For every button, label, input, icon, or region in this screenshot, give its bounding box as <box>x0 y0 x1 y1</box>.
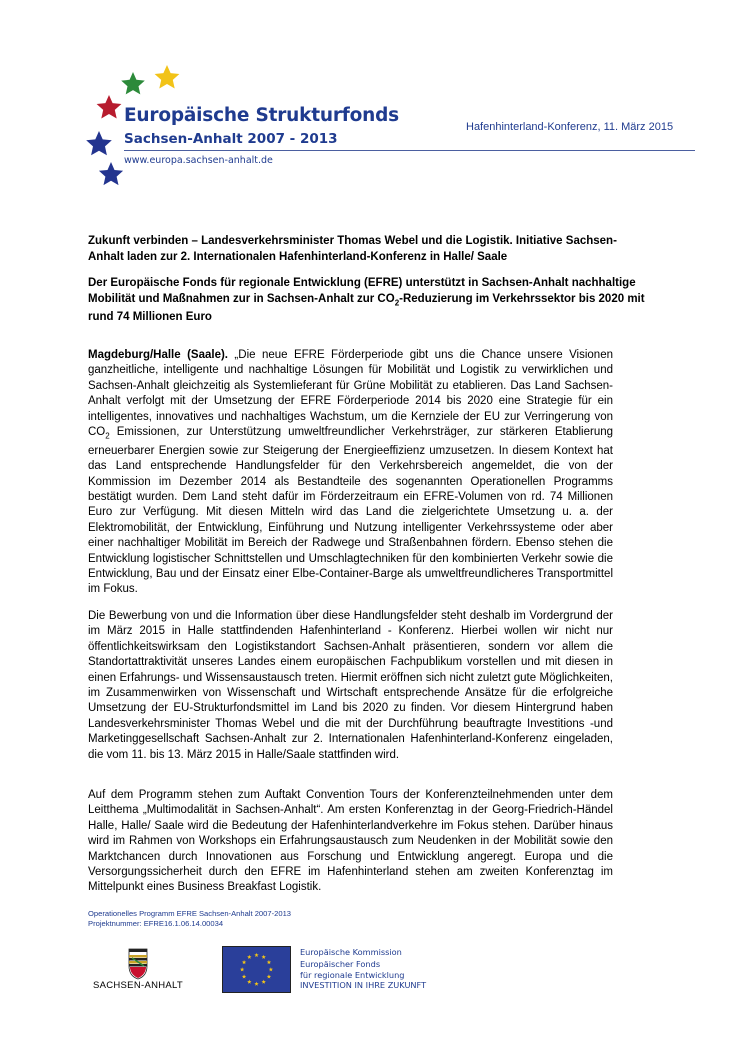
logo-url: www.europa.sachsen-anhalt.de <box>124 155 273 166</box>
body-paragraph-2: Die Bewerbung von und die Information über diese Handlungsfelder steht deshalb im Vordergrund der im März 2015 in Halle stattfindenden Hafenhinterland - Konferenz. Hierbei wollen wir nicht nur öffentlichkeitswirksam den Logistikstandort Sachsen-Anhalt präsentieren, sondern vor allem die Standortattraktivität unseres Landes einem europäischen Fachpublikum vorstellen und mit diesen in einen Erfahrungs- und Wissensaustausch treten. Hiermit eröffnen sich nicht zuletzt gute Möglichkeiten, im Zusammenwirken von Wissenschaft und Wirtschaft entsprechende Ansätze für die erfolgreiche Umsetzung der EU-Strukturfondsmittel im Land bis 2020 zu finden. Vor diesem Hintergrund haben Landesverkehrsminister Thomas Webel und die mit der Durchführung beauftragte Investitions -und Marketinggesellschaft Sachsen-Anhalt zur 2. Internationalen Hafenhinterland-Konferenz eingeladen, die vom 11. bis 13. März 2015 in Halle/Saale stattfinden wird. <box>88 610 613 761</box>
eu-slogan: INVESTITION IN IHRE ZUKUNFT <box>300 980 427 991</box>
logo-subtitle: Sachsen-Anhalt 2007 - 2013 <box>124 131 338 147</box>
star-red-icon <box>97 95 122 119</box>
body-paragraph-3: Auf dem Programm stehen zum Auftakt Convention Tours der Konferenzteilnehmenden unter dem Leitthema „Multimodalität in Sachsen-Anhalt“. Am ersten Konferenztag in der Georg-Friedrich-Händel Halle, Halle/ Saale wird die Bedeutung der Hafenhinterlandverkehre im Fokus stehen. Darüber hinaus wird im Rahmen von Workshops ein Erfahrungsaustausch zum Neudenken in der Mobilität sowie den Marktchancen durch Innovationen aus Forschung und Entwicklung angeregt. Europa und die Versorgungssicherheit durch den EFRE im Hafenhinterland stehen am zweiten Konferenztag im Mittelpunkt eines Business Breakfast Logistik. <box>88 789 613 894</box>
press-subheadline <box>88 276 648 326</box>
para1-subscript: 2 <box>105 431 110 441</box>
star-green-icon <box>121 72 145 94</box>
eu-fund-sublabel: für regionale Entwicklung <box>300 969 405 980</box>
star-blue-icon <box>86 131 112 155</box>
header-date-line: Hafenhinterland-Konferenz, 11. März 2015 <box>466 121 674 133</box>
dateline: Magdeburg/Halle (Saale). <box>88 349 228 361</box>
logo-title: Europäische Strukturfonds <box>124 105 399 126</box>
footer-project-line: Projektnummer: EFRE16.1.06.14.00034 <box>88 918 224 928</box>
sachsen-anhalt-label: SACHSEN-ANHALT <box>92 980 184 991</box>
para1-text-b: Emissionen, zur Unterstützung umweltfreundlicher Verkehrsträger, zur stärkeren Etablierung erneuerbarer Energien sowie zur Steigerung der Energieeffizienz umzusetzen. In diesem Kontext hat das Land entsprechende Handlungsfelder für den Verkehrsbereich angemeldet, die von der Kommission im Dezember 2014 als Bestandteile des sogenannten Operationellen Programms bestätigt wurden. Dem Land steht dafür im Förderzeitraum ein EFRE-Volumen von rd. 74 Millionen Euro zur Verfügung. Mit diesen Mitteln wird das Land die zielgerichtete Umsetzung u. a. der Elektromobilität, der Entwicklung, Einführung und Nutzung intelligenter Verkehrssysteme oder aber einer nachhaltiger Mobilität im Bereich der Radwege und Straßenbahnen fördern. Ebenso stehen die Entwicklung logistischer Schnittstellen und Umschlagtechniken für den kombinierten Verkehr sowie die Entwicklung, Bau und der Einsatz einer Elbe-Container-Barge als umweltfreundlicheres Transportmittel im Fokus. <box>88 426 613 596</box>
header-divider <box>124 150 695 151</box>
star-yellow-icon <box>155 65 180 89</box>
press-headline: Zukunft verbinden – Landesverkehrsminister Thomas Webel und die Logistik. Initiative Sachsen-Anhalt laden zur 2. Internationalen Hafenhinterland-Konferenz in Halle/ Saale <box>88 235 617 263</box>
eu-funding-block <box>300 947 426 991</box>
footer-note <box>88 909 291 928</box>
subheadline-subscript: 2 <box>394 297 400 307</box>
eu-commission-label: Europäische Kommission <box>300 947 402 957</box>
eu-fund-label: Europäischer Fonds <box>300 959 381 970</box>
footer-program-line: Operationelles Programm EFRE Sachsen-Anhalt 2007-2013 <box>88 909 292 918</box>
star-blue-lower-icon <box>99 162 123 185</box>
para1-text-a: „Die neue EFRE Förderperiode gibt uns die Chance unsere Visionen ganzheitliche, intelligente und nachhaltige Lösungen für Mobilität und Logistik zu verwirklichen und Sachsen-Anhalt gleichzeitig als Systemlieferant für Grüne Mobilität zu etablieren. Das Land Sachsen-Anhalt verfolgt mit der Umsetzung der EFRE Förderperiode 2014 bis 2020 eine Strategie für ein intelligentes, innovatives und nachhaltiges Wachstum, um die Kernziele der EU zur Verringerung von CO <box>88 349 613 439</box>
subheadline-text-b: -Reduzierung im Verkehrssektor bis 2020 mit rund 74 Millionen Euro <box>88 292 645 324</box>
subheadline-text-a: Der Europäische Fonds für regionale Entwicklung (EFRE) unterstützt in Sachsen-Anhalt nachhaltige Mobilität und Maßnahmen zur in Sachsen-Anhalt zur CO <box>88 277 636 305</box>
body-paragraph-1 <box>88 348 613 598</box>
eu-flag-icon <box>222 946 291 993</box>
